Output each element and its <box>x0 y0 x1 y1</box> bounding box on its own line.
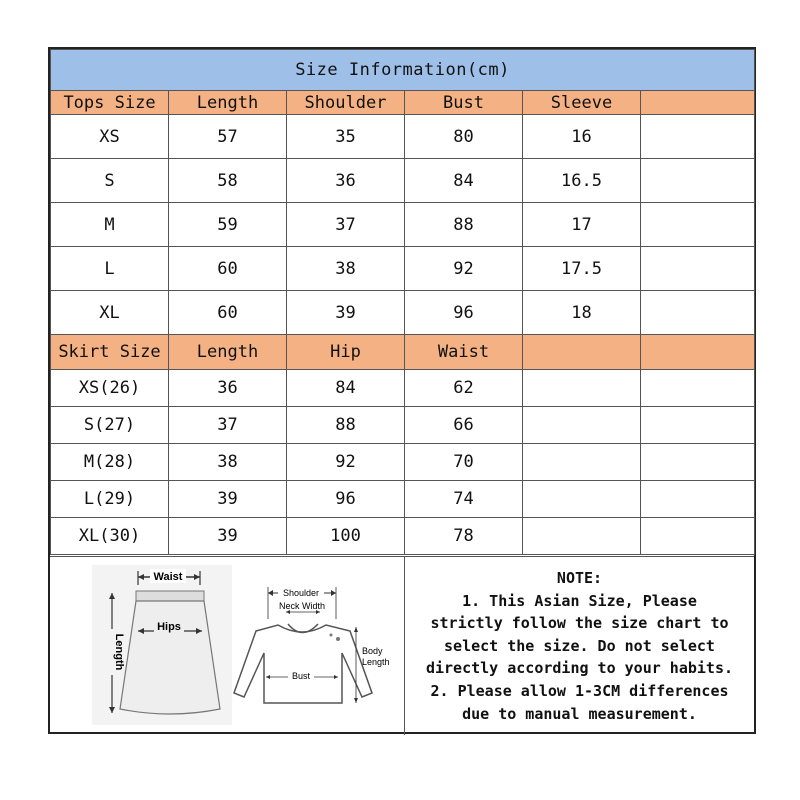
note-line: 1. This Asian Size, Please <box>462 591 697 610</box>
skirt-row-cell: S(27) <box>51 407 169 444</box>
skirt-row-cell <box>641 407 755 444</box>
tops-row <box>51 291 755 335</box>
note-line: strictly follow the size chart to <box>430 614 729 633</box>
skirt-row-cell: 84 <box>287 370 405 407</box>
tops-row-cell <box>641 203 755 247</box>
skirt-row-cell: XS(26) <box>51 370 169 407</box>
skirt-row <box>51 518 755 555</box>
tops-row-cell <box>641 115 755 159</box>
skirt-illustration <box>92 565 232 725</box>
tops-header-row-cell: Length <box>169 91 287 115</box>
tops-header-row-cell: Bust <box>405 91 523 115</box>
tops-row-cell: 57 <box>169 115 287 159</box>
skirt-row-cell <box>641 481 755 518</box>
tops-row-cell: 37 <box>287 203 405 247</box>
skirt-row-cell: 39 <box>169 518 287 555</box>
skirt-row-cell: 39 <box>169 481 287 518</box>
note-line: directly according to your habits. <box>425 659 734 678</box>
skirt-row-cell: 66 <box>405 407 523 444</box>
tops-row-cell: 35 <box>287 115 405 159</box>
note-line: due to manual measurement. <box>462 704 697 723</box>
hips-label: Hips <box>157 621 181 633</box>
size-table <box>50 49 755 555</box>
skirt-row-cell: 36 <box>169 370 287 407</box>
tops-row-cell: 80 <box>405 115 523 159</box>
skirt-header-row-cell: Skirt Size <box>51 335 169 370</box>
skirt-row-cell: 78 <box>405 518 523 555</box>
skirt-header-row-cell: Length <box>169 335 287 370</box>
tops-row-cell: 38 <box>287 247 405 291</box>
note-heading: NOTE: <box>556 569 603 587</box>
skirt-row-cell: 100 <box>287 518 405 555</box>
skirt-row-cell <box>523 518 641 555</box>
skirt-row-cell: 62 <box>405 370 523 407</box>
tops-row-cell: 92 <box>405 247 523 291</box>
tops-row <box>51 115 755 159</box>
length-label: Length <box>113 633 125 671</box>
skirt-row-cell: M(28) <box>51 444 169 481</box>
note-box <box>405 557 754 735</box>
tops-row-cell: 60 <box>169 247 287 291</box>
tops-row-cell: 16.5 <box>523 159 641 203</box>
body-length-label-1: Body <box>362 646 383 656</box>
skirt-row-cell <box>641 370 755 407</box>
skirt-row-cell <box>641 518 755 555</box>
tops-header-row-cell: Sleeve <box>523 91 641 115</box>
note-line: 2. Please allow 1-3CM differences <box>430 681 729 700</box>
skirt-header-row-cell: Waist <box>405 335 523 370</box>
title-row <box>51 50 755 91</box>
info-section <box>50 556 754 735</box>
skirt-row-cell: 88 <box>287 407 405 444</box>
skirt-header-row-cell: Hip <box>287 335 405 370</box>
tops-row-cell: 59 <box>169 203 287 247</box>
tops-row-cell: 17.5 <box>523 247 641 291</box>
skirt-row <box>51 370 755 407</box>
tops-row <box>51 159 755 203</box>
tops-row-cell: 16 <box>523 115 641 159</box>
measurement-illustration <box>50 557 404 735</box>
skirt-row-cell: 96 <box>287 481 405 518</box>
tops-row-cell: 60 <box>169 291 287 335</box>
skirt-row-cell: 92 <box>287 444 405 481</box>
tops-row-cell <box>641 247 755 291</box>
skirt-row-cell <box>523 481 641 518</box>
tops-row-cell: 17 <box>523 203 641 247</box>
skirt-row <box>51 444 755 481</box>
size-chart <box>48 47 756 734</box>
tops-row-cell: 18 <box>523 291 641 335</box>
skirt-row-cell: L(29) <box>51 481 169 518</box>
tops-row <box>51 203 755 247</box>
tops-row-cell: 39 <box>287 291 405 335</box>
skirt-row-cell: 37 <box>169 407 287 444</box>
skirt-row-cell: 38 <box>169 444 287 481</box>
note-line: select the size. Do not select <box>444 636 715 655</box>
skirt-header-row-cell <box>641 335 755 370</box>
shoulder-label: Shoulder <box>282 588 320 598</box>
measurement-diagram <box>50 557 405 735</box>
tops-row-cell: 96 <box>405 291 523 335</box>
skirt-row <box>51 407 755 444</box>
neck-width-label: Neck Width <box>278 601 326 611</box>
skirt-row-cell: XL(30) <box>51 518 169 555</box>
tops-row-cell <box>641 159 755 203</box>
skirt-row-cell <box>523 407 641 444</box>
skirt-row-cell: 70 <box>405 444 523 481</box>
skirt-header-row <box>51 335 755 370</box>
tops-row-cell: 84 <box>405 159 523 203</box>
skirt-row-cell <box>641 444 755 481</box>
skirt-row <box>51 481 755 518</box>
skirt-row-cell <box>523 444 641 481</box>
tops-row-cell: 36 <box>287 159 405 203</box>
tops-header-row-cell: Shoulder <box>287 91 405 115</box>
skirt-header-row-cell <box>523 335 641 370</box>
tops-row-cell: 58 <box>169 159 287 203</box>
skirt-row-cell: 74 <box>405 481 523 518</box>
body-length-label-2: Length <box>362 657 390 667</box>
tops-row-cell: XS <box>51 115 169 159</box>
tops-header-row <box>51 91 755 115</box>
tops-row-cell: S <box>51 159 169 203</box>
tops-row-cell <box>641 291 755 335</box>
skirt-row-cell <box>523 370 641 407</box>
tops-row-cell: 88 <box>405 203 523 247</box>
tops-row-cell: XL <box>51 291 169 335</box>
tops-header-row-cell: Tops Size <box>51 91 169 115</box>
top-illustration <box>234 586 390 703</box>
tops-row <box>51 247 755 291</box>
bust-label: Bust <box>291 671 311 681</box>
tops-header-row-cell <box>641 91 755 115</box>
waist-label: Waist <box>153 571 183 583</box>
tops-row-cell: M <box>51 203 169 247</box>
chart-title: Size Information(cm) <box>51 50 755 91</box>
tops-row-cell: L <box>51 247 169 291</box>
